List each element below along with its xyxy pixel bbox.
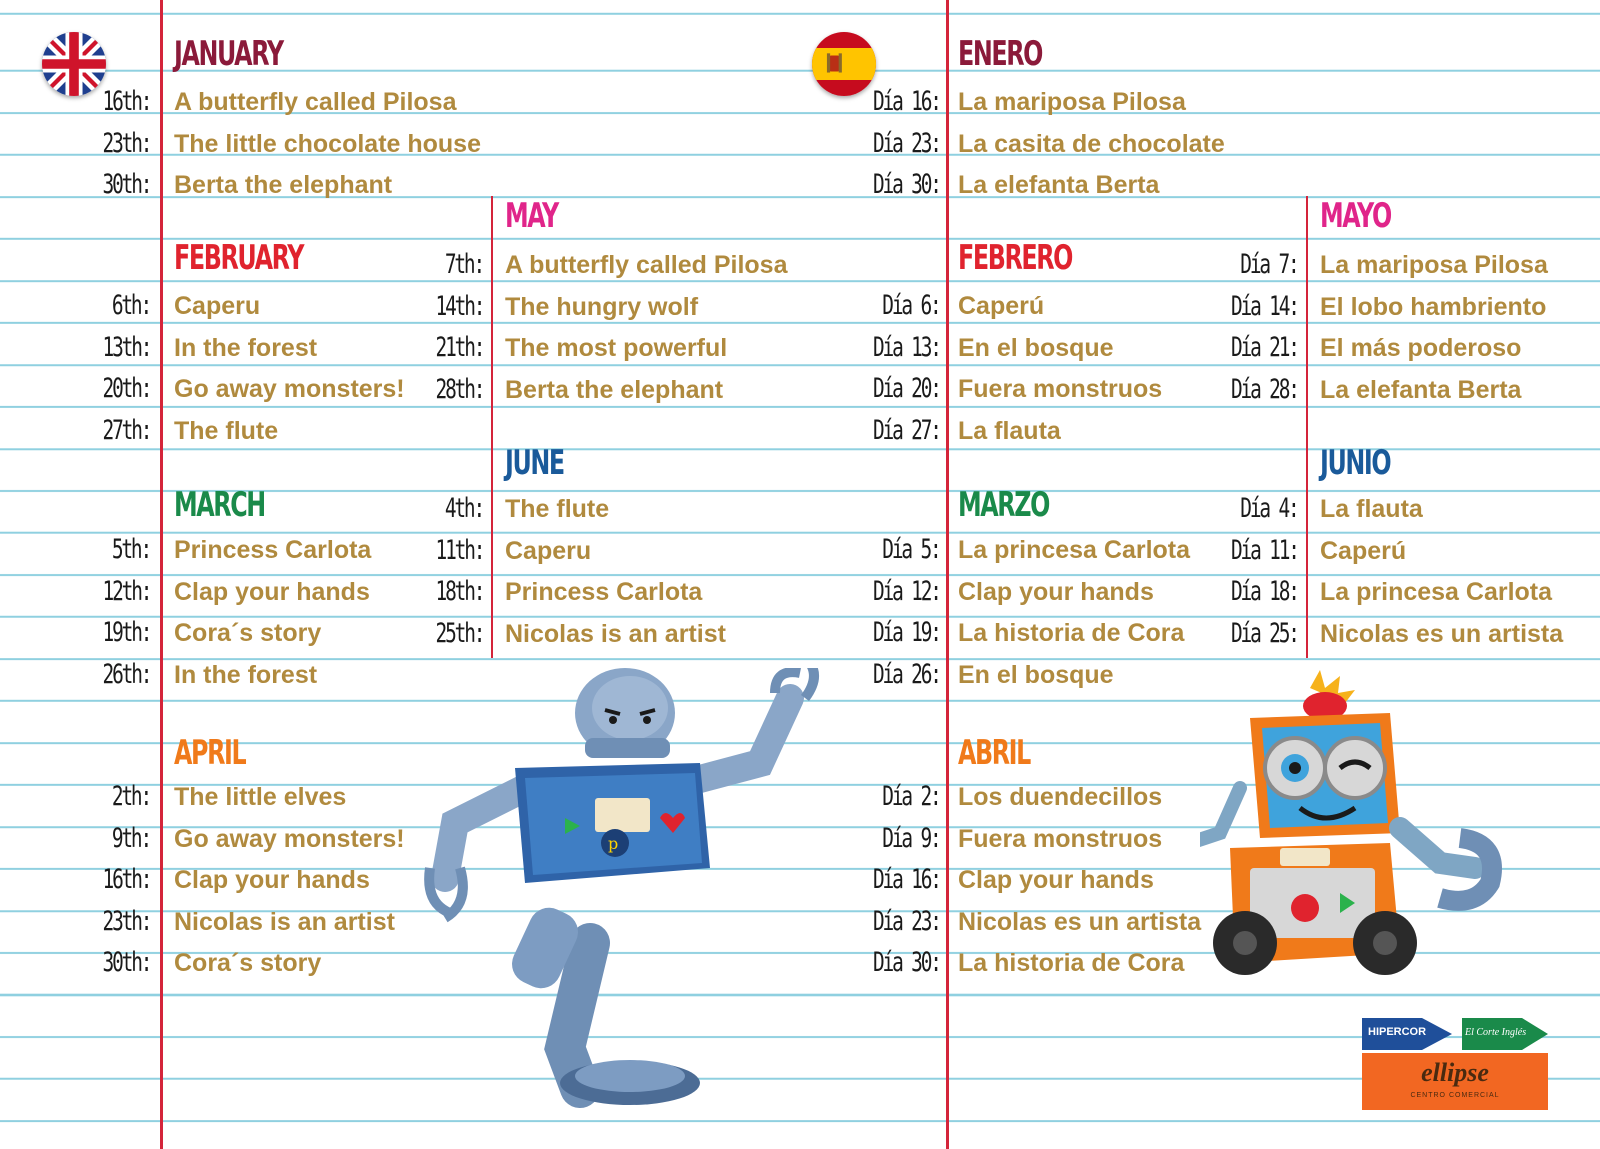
entry-title: Nicolas is an artist (174, 907, 395, 936)
entry-date: Día 2: (882, 781, 940, 812)
entry-title: In the forest (174, 660, 318, 689)
entry-title: Nicolas es un artista (958, 907, 1202, 936)
entry-title: El más poderoso (1320, 334, 1522, 362)
uk-flag-icon (42, 32, 106, 96)
entry-title: La historia de Cora (958, 619, 1185, 647)
month-heading-junio: JUNIO (1320, 443, 1391, 483)
entry-date: Día 23: (873, 127, 940, 159)
entry-title: Nicolas es un artista (1320, 619, 1564, 648)
blue-running-robot-illustration (415, 668, 835, 1133)
entry-date: 12th: (102, 575, 150, 607)
entry-title: Caperú (1320, 536, 1407, 565)
entry-date: Día 11: (1231, 534, 1298, 566)
margin-line-center (946, 0, 949, 1149)
ellipse-logo-subtitle: CENTRO COMERCIAL (1410, 1092, 1500, 1099)
entry-date: 16th: (102, 864, 150, 895)
entry-date: 28th: (435, 373, 483, 405)
entry-title: The flute (505, 495, 610, 523)
entry-title: La historia de Cora (958, 949, 1185, 977)
entry-date: 27th: (102, 414, 150, 446)
entry-title: Berta the elephant (505, 375, 724, 404)
entry-date: 26th: (102, 658, 150, 690)
entry-date: 13th: (102, 331, 150, 363)
entry-title: Clap your hands (958, 577, 1154, 606)
entry-date: Día 6: (882, 290, 940, 321)
entry-date: Día 23: (873, 905, 940, 937)
entry-date: Día 30: (873, 169, 940, 200)
entry-date: 21th: (435, 332, 483, 363)
entry-date: 9th: (111, 822, 150, 854)
entry-date: Día 26: (873, 658, 940, 690)
entry-title: Cora´s story (174, 619, 322, 647)
entry-title: The most powerful (505, 334, 728, 362)
entry-title: En el bosque (958, 660, 1114, 689)
entry-date: Día 5: (882, 534, 940, 565)
entry-title: Princess Carlota (174, 536, 372, 564)
sponsor-logos (1362, 1018, 1548, 1110)
entry-title: El lobo hambriento (1320, 292, 1547, 321)
month-heading-june: JUNE (505, 443, 564, 483)
entry-date: 25th: (435, 617, 483, 649)
entry-date: 30th: (102, 947, 150, 978)
entry-title: Go away monsters! (174, 375, 405, 403)
entry-title: La elefanta Berta (1320, 375, 1522, 404)
entry-date: 5th: (111, 534, 150, 565)
entry-title: In the forest (174, 333, 318, 362)
entry-date: 2th: (111, 781, 150, 812)
entry-date: Día 14: (1231, 290, 1298, 322)
entry-title: La mariposa Pilosa (958, 88, 1186, 116)
entry-title: A butterfly called Pilosa (174, 88, 457, 116)
entry-title: Caperu (174, 292, 261, 320)
entry-title: La casita de chocolate (958, 129, 1225, 158)
entry-date: Día 16: (873, 86, 940, 117)
entry-title: The hungry wolf (505, 292, 699, 321)
month-heading-abril: ABRIL (958, 733, 1030, 773)
month-heading-april: APRIL (174, 733, 246, 773)
entry-date: Día 28: (1231, 373, 1298, 405)
entry-title: Caperú (958, 292, 1045, 320)
month-heading-enero: ENERO (958, 34, 1042, 74)
entry-date: Día 20: (873, 373, 940, 404)
entry-date: 23th: (102, 905, 150, 937)
entry-title: Berta the elephant (174, 171, 393, 199)
entry-title: La mariposa Pilosa (1320, 251, 1548, 279)
entry-title: Los duendecillos (958, 783, 1163, 811)
orange-box-robot-illustration (1200, 668, 1520, 1003)
entry-date: Día 12: (873, 575, 940, 607)
column-divider-english (491, 196, 493, 658)
svg-text:p: p (608, 834, 619, 853)
entry-title: La princesa Carlota (1320, 578, 1553, 606)
entry-date: Día 19: (873, 617, 940, 648)
entry-date: Día 30: (873, 947, 940, 978)
entry-date: Día 16: (873, 864, 940, 895)
entry-date: Día 13: (873, 331, 940, 363)
entry-title: Fuera monstruos (958, 824, 1163, 853)
entry-date: 6th: (111, 290, 150, 321)
entry-date: Día 18: (1231, 576, 1298, 607)
entry-title: Go away monsters! (174, 824, 405, 853)
entry-title: Caperu (505, 536, 592, 565)
entry-title: The little elves (174, 783, 347, 811)
entry-title: Fuera monstruos (958, 375, 1163, 403)
entry-title: The little chocolate house (174, 129, 481, 158)
month-heading-marzo: MARZO (958, 485, 1049, 525)
entry-title: Princess Carlota (505, 578, 703, 606)
entry-date: 14th: (435, 290, 483, 322)
entry-title: Clap your hands (174, 866, 370, 894)
entry-date: 23th: (102, 127, 150, 159)
entry-title: Nicolas is an artist (505, 619, 726, 648)
entry-title: Clap your hands (174, 577, 370, 606)
month-heading-march: MARCH (174, 485, 265, 525)
spain-flag-icon (812, 32, 876, 96)
entry-date: Día 7: (1240, 249, 1298, 280)
entry-title: Clap your hands (958, 866, 1154, 894)
entry-title: The flute (174, 416, 279, 445)
entry-date: Día 4: (1240, 493, 1298, 524)
hipercor-logo-text: HIPERCOR (1368, 1026, 1427, 1038)
entry-date: 18th: (435, 576, 483, 607)
entry-date: 11th: (435, 534, 483, 566)
month-heading-may: MAY (505, 196, 558, 236)
margin-line-left (160, 0, 163, 1149)
entry-date: 19th: (102, 617, 150, 648)
entry-date: Día 27: (873, 414, 940, 446)
column-divider-spanish (1306, 196, 1308, 658)
entry-date: 7th: (444, 249, 483, 280)
entry-title: La flauta (958, 416, 1061, 445)
entry-title: La princesa Carlota (958, 536, 1191, 564)
entry-date: 16th: (102, 86, 150, 117)
month-heading-mayo: MAYO (1320, 196, 1391, 236)
entry-title: Cora´s story (174, 949, 322, 977)
entry-date: 30th: (102, 169, 150, 200)
entry-date: Día 21: (1231, 332, 1298, 363)
entry-title: La elefanta Berta (958, 171, 1160, 199)
month-heading-january: JANUARY (174, 34, 283, 74)
month-heading-febrero: FEBRERO (958, 238, 1073, 278)
entry-title: En el bosque (958, 333, 1114, 362)
entry-title: A butterfly called Pilosa (505, 251, 788, 279)
month-heading-february: FEBRUARY (174, 238, 304, 278)
el-corte-ingles-logo-text: El Corte Inglés (1465, 1027, 1527, 1038)
entry-title: La flauta (1320, 495, 1423, 523)
entry-date: Día 9: (882, 822, 940, 854)
entry-date: Día 25: (1231, 617, 1298, 649)
ellipse-logo-text: ellipse (1421, 1058, 1489, 1087)
entry-date: 20th: (102, 373, 150, 404)
entry-date: 4th: (444, 493, 483, 524)
